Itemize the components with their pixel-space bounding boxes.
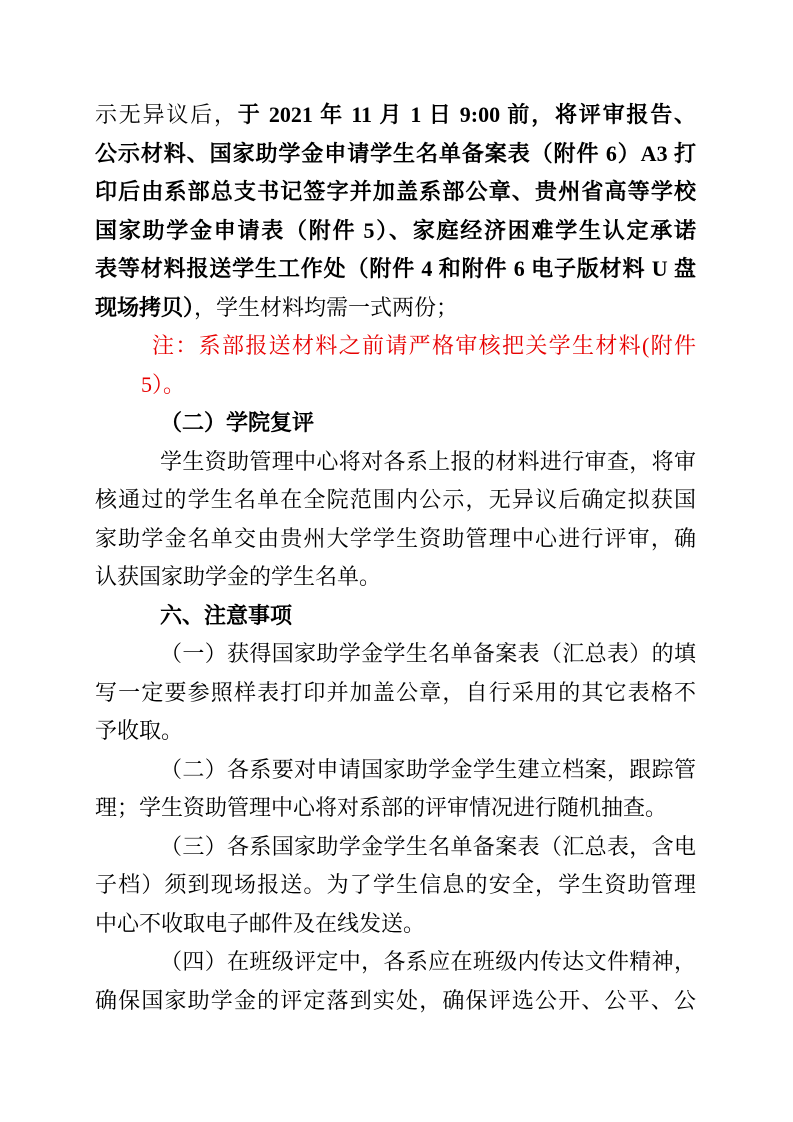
text-segment: 注：系部报送材料之前请严格审核把关学生材料(附件 <box>152 333 696 358</box>
text-segment: 表等材料报送学生工作处（附件 4 和附件 6 电子版材料 U 盘 <box>95 256 696 281</box>
document-text-block <box>95 96 696 1020</box>
text-segment: 国家助学金申请表（附件 5）、家庭经济困难学生认定承诺 <box>95 217 696 243</box>
para-material-submission-line <box>95 96 696 135</box>
text-segment: 家助学金名单交由贵州大学学生资助管理中心进行评审，确 <box>95 525 696 551</box>
text-segment: 理；学生资助管理中心将对系部的评审情况进行随机抽查。 <box>95 795 668 820</box>
para-note-3-line <box>95 866 696 905</box>
para-college-reevaluation-line <box>95 520 696 559</box>
text-segment: 予收取。 <box>95 718 184 743</box>
text-segment: 核通过的学生名单在全院范围内公示，无异议后确定拟获国 <box>95 487 696 512</box>
para-note-2-line <box>95 789 696 828</box>
para-college-reevaluation-line <box>95 443 696 482</box>
para-note-4-line <box>95 982 696 1021</box>
note-strict-review-line <box>95 366 696 405</box>
para-material-submission-line <box>95 289 696 328</box>
text-segment: 子档）须到现场报送。为了学生信息的安全，学生资助管理 <box>95 872 696 897</box>
para-note-3-line <box>95 905 696 944</box>
para-college-reevaluation-line <box>95 558 696 597</box>
para-material-submission-line <box>95 250 696 289</box>
text-segment: 印后由系部总支书记签字并加盖系部公章、贵州省高等学校 <box>95 179 696 204</box>
text-segment: 示无异议后， <box>95 102 238 127</box>
note-strict-review-line <box>95 327 696 366</box>
para-material-submission-line <box>95 212 696 251</box>
para-note-1-line <box>95 712 696 751</box>
text-segment: ，学生材料均需一式两份； <box>194 294 459 320</box>
text-segment: （二）各系要对申请国家助学金学生建立档案，跟踪管 <box>160 756 696 782</box>
text-segment: 于 2021 年 11 月 1 日 9:00 前，将评审报告、 <box>237 102 696 127</box>
text-segment: 确保国家助学金的评定落到实处，确保评选公开、公平、公 <box>95 987 696 1013</box>
text-segment: 公示材料、国家助学金申请学生名单备案表（附件 6）A3 打 <box>95 140 696 166</box>
text-segment: 认获国家助学金的学生名单。 <box>95 564 382 589</box>
heading-important-notes-line <box>95 597 696 636</box>
text-segment: （四）在班级评定中，各系应在班级内传达文件精神， <box>160 949 696 974</box>
para-note-1-line <box>95 674 696 713</box>
para-note-2-line <box>95 751 696 790</box>
para-note-3-line <box>95 828 696 867</box>
heading-college-reevaluation-line <box>95 404 696 443</box>
text-segment: （二）学院复评 <box>160 410 315 435</box>
para-college-reevaluation-line <box>95 481 696 520</box>
text-segment: 现场拷贝） <box>95 294 195 320</box>
para-material-submission-line <box>95 135 696 174</box>
text-segment: 中心不收取电子邮件及在线发送。 <box>95 910 426 936</box>
text-segment: （一）获得国家助学金学生名单备案表（汇总表）的填 <box>160 641 696 666</box>
para-material-submission-line <box>95 173 696 212</box>
text-segment: 写一定要参照样表打印并加盖公章，自行采用的其它表格不 <box>95 679 696 705</box>
text-segment: 六、注意事项 <box>160 602 293 628</box>
para-note-1-line <box>95 635 696 674</box>
text-segment: 5）。 <box>141 371 186 397</box>
para-note-4-line <box>95 943 696 982</box>
text-segment: （三）各系国家助学金学生名单备案表（汇总表，含电 <box>160 833 696 859</box>
text-segment: 学生资助管理中心将对各系上报的材料进行审查，将审 <box>160 448 696 474</box>
